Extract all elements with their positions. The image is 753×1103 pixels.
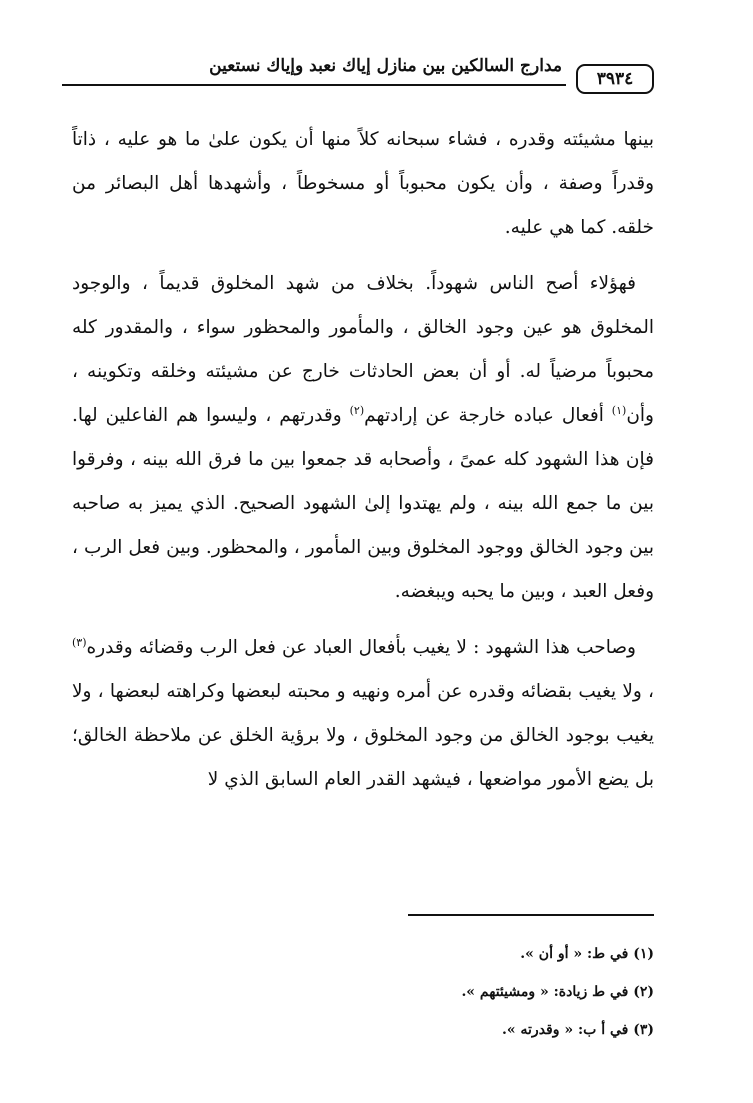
footnote-marker-2: (٢) (349, 403, 365, 417)
footnote-marker-3: (٣) (72, 635, 87, 649)
paragraph-2 (72, 262, 654, 614)
paragraph-3-text-a: وصاحب هذا الشهود : لا يغيب بأفعال العباد عن فعل الرب وقضائه وقدره (86, 637, 636, 658)
page-number: ٣٩٣٤ (576, 64, 654, 94)
footnote-separator (408, 914, 654, 916)
footnotes (300, 935, 654, 1049)
header-rule (62, 84, 566, 86)
paragraph-1: بينها مشيئته وقدره ، فشاء سبحانه كلاً منها أن يكون علىٰ ما هو عليه ، ذاتاً وقدراً وصفة ، وأن يكون محبوباً أو مسخوطاً ، وأشهدها أهل البصائر من خلقه. كما هي عليه. (72, 129, 654, 238)
paragraph-3-text-b: ، ولا يغيب بقضائه وقدره عن أمره ونهيه و محبته لبعضها وكراهته لبعضها ، ولا يغيب بوجود الخالق من وجود المخلوق ، ولا برؤية الخلق عن ملاحظة الخالق؛ بل يضع الأمور مواضعها ، فيشهد القدر العام السابق الذي لا (72, 681, 654, 790)
footnote-3: (٣) في أ ب: « وقدرته ». (502, 1022, 654, 1038)
running-header (62, 44, 654, 94)
paragraph-2-text-a: فهؤلاء أصح الناس شهوداً. بخلاف من شهد المخلوق قديماً ، والوجود المخلوق هو عين وجود الخالق ، والمأمور والمحظور سواء ، والمقدور كله محبوباً مرضياً له. أو أن بعض الحادثات خارج عن مشيئته وخلقه وتكوينه ، وأن (72, 273, 654, 426)
footnote-2: (٢) في ط زيادة: « ومشيئتهم ». (461, 984, 654, 1000)
footnote-1: (١) في ط: « أو أن ». (520, 946, 654, 962)
paragraph-2-text-c: وقدرتهم ، وليسوا هم الفاعلين لها. فإن هذا الشهود كله عمىً ، وأصحابه قد جمعوا بين ما فرق الله بينه ، وفرقوا بين ما جمع الله بينه ، ولم يهتدوا إلىٰ الشهود الصحيح. الذي يميز به صاحبه بين وجود الخالق ووجود المخلوق وبين المأمور ، والمحظور. وبين فعل الرب ، وفعل العبد ، وبين ما يحبه ويبغضه. (72, 405, 654, 602)
book-title: مدارج السالكين بين منازل إياك نعبد وإياك نستعين (209, 56, 562, 76)
paragraph-3 (72, 626, 654, 802)
paragraph-2-text-b: أفعال عباده خارجة عن إرادتهم (364, 405, 604, 426)
footnote-marker-1: (١) (611, 403, 627, 417)
page-body (72, 118, 654, 814)
